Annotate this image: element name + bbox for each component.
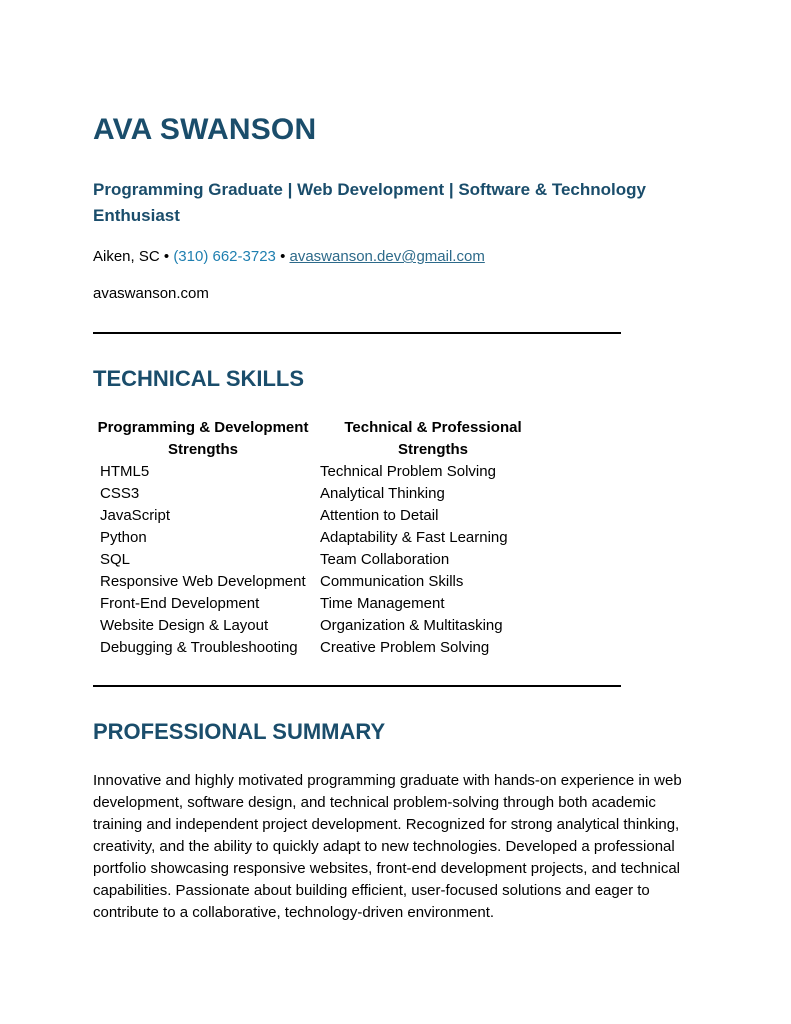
website-text: avaswanson.com bbox=[93, 285, 209, 302]
professional-skill: Creative Problem Solving bbox=[320, 639, 490, 656]
table-row bbox=[93, 483, 553, 505]
phone-link[interactable]: (310) 662-3723 bbox=[173, 248, 276, 265]
table-row bbox=[93, 527, 553, 549]
programming-skill: JavaScript bbox=[100, 507, 171, 524]
professional-skill: Communication Skills bbox=[320, 573, 464, 590]
table-row bbox=[93, 615, 553, 637]
skills-heading: TECHNICAL SKILLS bbox=[93, 366, 305, 391]
programming-skill: Responsive Web Development bbox=[100, 573, 306, 590]
programming-skill: Website Design & Layout bbox=[100, 617, 269, 634]
table-row bbox=[93, 571, 553, 593]
email-link[interactable]: avaswanson.dev@gmail.com bbox=[289, 248, 485, 265]
professional-skill: Technical Problem Solving bbox=[320, 463, 496, 480]
professional-skill: Adaptability & Fast Learning bbox=[320, 529, 508, 546]
section-divider bbox=[93, 332, 621, 334]
contact-line bbox=[93, 248, 485, 265]
candidate-name: AVA SWANSON bbox=[93, 113, 317, 146]
table-row bbox=[93, 637, 553, 659]
professional-skill: Analytical Thinking bbox=[320, 485, 445, 502]
separator: • bbox=[163, 248, 170, 265]
programming-skill: SQL bbox=[100, 551, 131, 568]
skills-table bbox=[93, 417, 553, 659]
summary-text: Innovative and highly motivated programming graduate with hands-on experience in web development, software design, and technical problem-solving through both academic training and independent project development. Recognized for strong analytical thinking, creativity, and the ability to quickly adapt to new technologies. Developed a professional portfolio showcasing responsive websites, front-end development projects, and technical capabilities. Passionate about building efficient, user-focused solutions and eager to contribute to a collaborative, technology-driven environment. bbox=[93, 772, 682, 921]
table-row bbox=[93, 505, 553, 527]
skills-table-header bbox=[93, 417, 553, 461]
skills-col2-header: Technical & Professional Strengths bbox=[344, 419, 522, 458]
programming-skill: CSS3 bbox=[100, 485, 140, 502]
location: Aiken, SC bbox=[93, 248, 160, 265]
programming-skill: Debugging & Troubleshooting bbox=[100, 639, 298, 656]
programming-skill: Front-End Development bbox=[100, 595, 260, 612]
table-row bbox=[93, 461, 553, 483]
programming-skill: Python bbox=[100, 529, 147, 546]
professional-skill: Time Management bbox=[320, 595, 445, 612]
professional-skill: Team Collaboration bbox=[320, 551, 450, 568]
table-row bbox=[93, 593, 553, 615]
tagline: Programming Graduate | Web Development | Software & Technology Enthusiast bbox=[93, 180, 646, 225]
professional-skill: Attention to Detail bbox=[320, 507, 439, 524]
programming-skill: HTML5 bbox=[100, 463, 150, 480]
skills-table-body bbox=[93, 461, 553, 659]
table-row bbox=[93, 549, 553, 571]
professional-skill: Organization & Multitasking bbox=[320, 617, 503, 634]
separator: • bbox=[280, 248, 286, 265]
section-divider bbox=[93, 685, 621, 687]
summary-heading: PROFESSIONAL SUMMARY bbox=[93, 719, 386, 744]
skills-col1-header: Programming & Development Strengths bbox=[97, 419, 309, 458]
